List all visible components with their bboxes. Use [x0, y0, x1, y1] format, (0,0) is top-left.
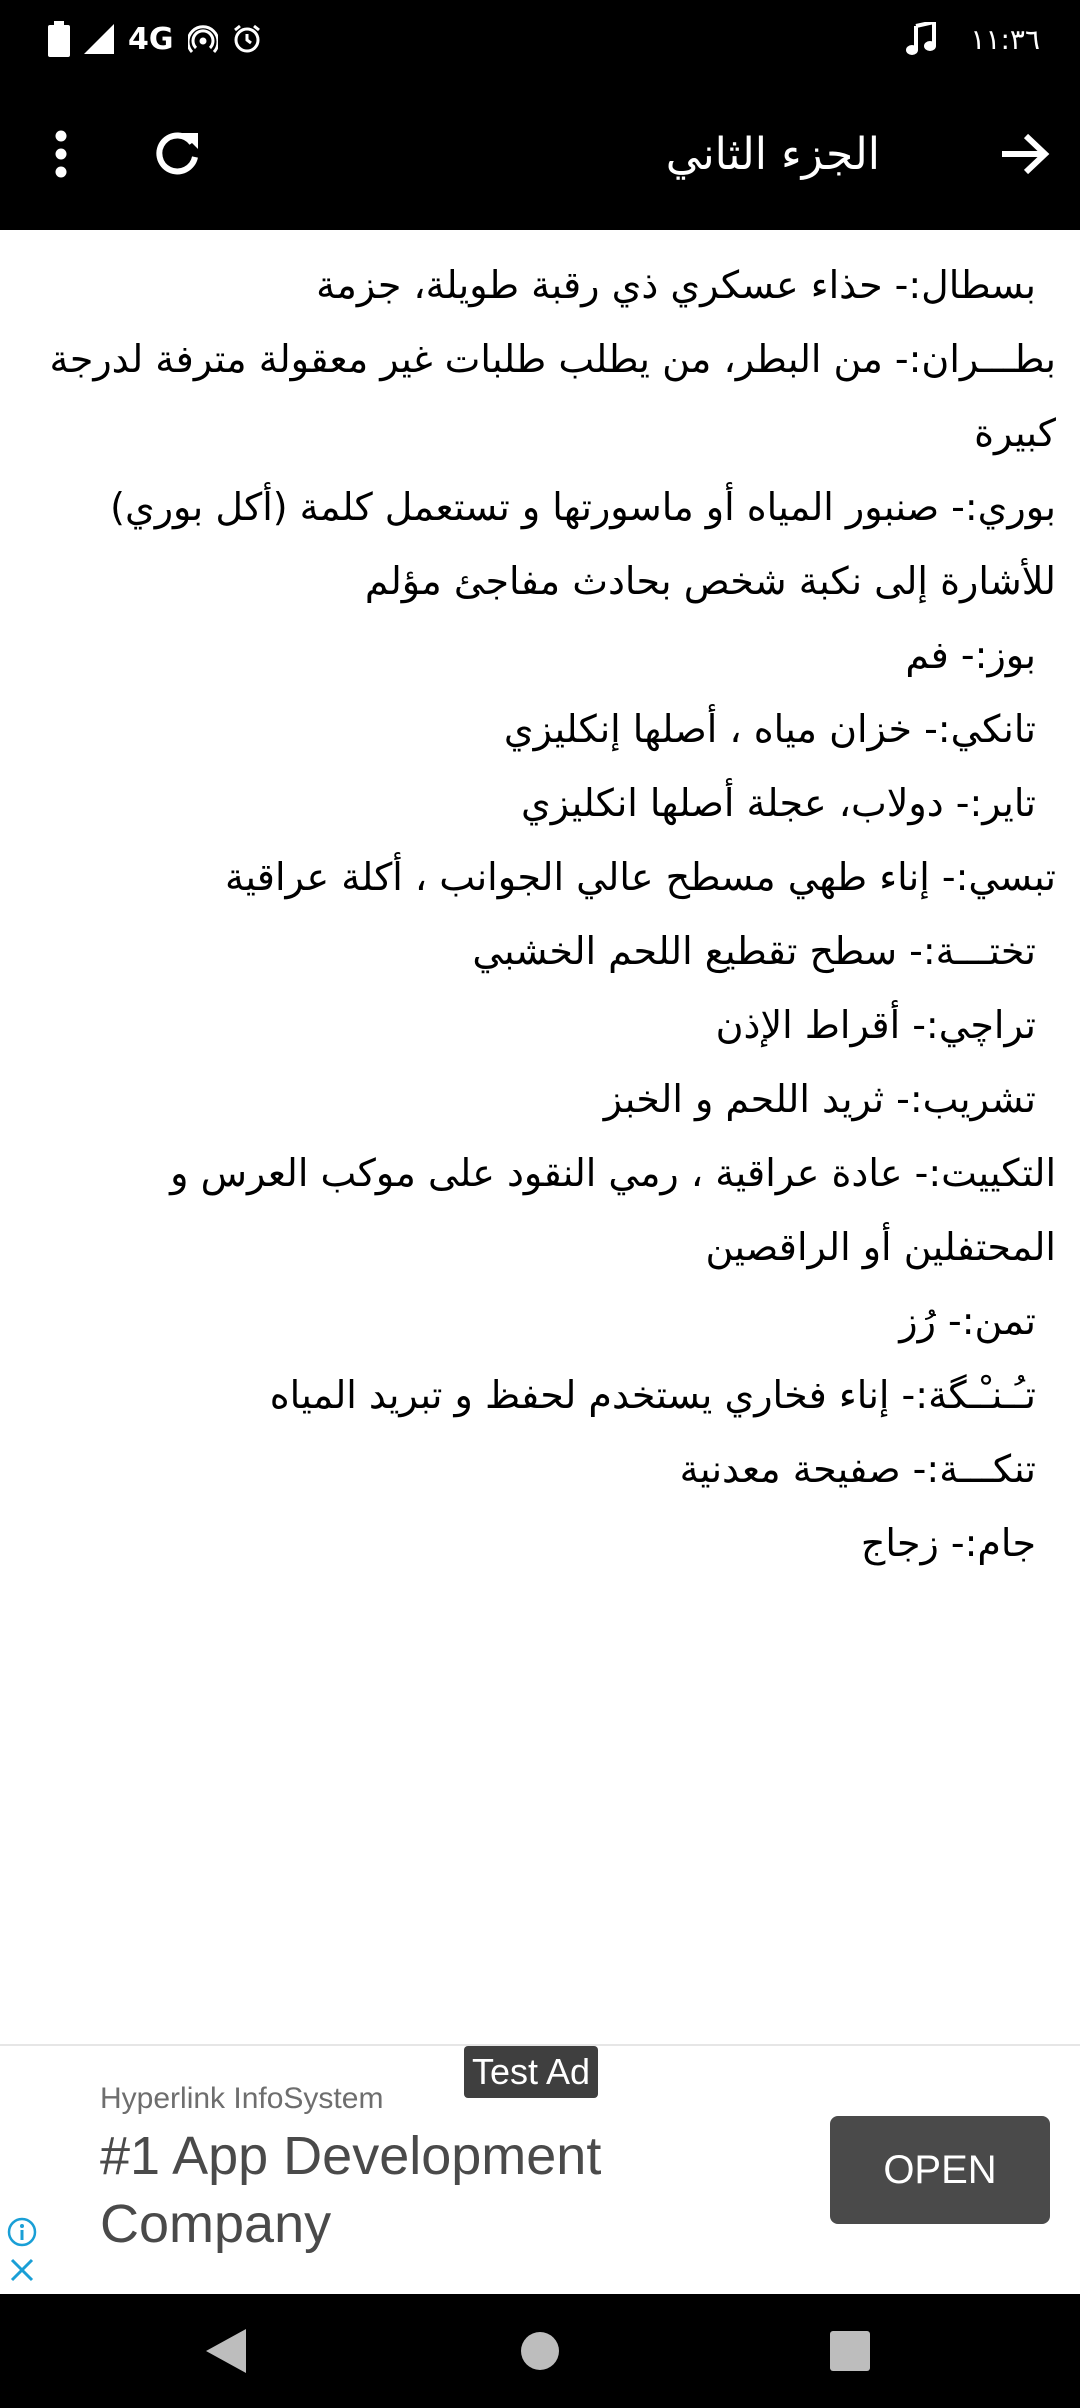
system-nav-bar — [0, 2294, 1080, 2408]
glossary-entry: تمن:- رُز — [899, 1299, 1036, 1343]
test-ad-label: Test Ad — [464, 2046, 598, 2098]
glossary-content — [40, 248, 1056, 1580]
more-options-button[interactable] — [6, 78, 116, 230]
battery-icon — [48, 21, 70, 57]
status-right — [906, 0, 1040, 78]
glossary-entry: بسطال:- حذاء عسكري ذي رقبة طويلة، جزمة — [316, 263, 1036, 307]
glossary-entry: بوري:- صنبور المياه أو ماسورتها و تستعمل كلمة (أكل بوري) للأشارة إلى نكبة شخص بحادث مفاجئ مؤلم — [110, 485, 1056, 603]
back-button[interactable] — [970, 78, 1080, 230]
glossary-entry: تاير:- دولاب، عجلة أصلها انكليزي — [520, 781, 1036, 825]
hotspot-icon — [188, 24, 218, 54]
ad-banner[interactable] — [0, 2044, 1080, 2294]
more-vert-icon — [53, 130, 69, 178]
ad-open-button[interactable]: OPEN — [830, 2116, 1050, 2224]
glossary-entry: تـُـنـْـگة:- إناء فخاري يستخدم لحفظ و تبريد المياه — [269, 1373, 1036, 1417]
ad-advertiser: Hyperlink InfoSystem — [100, 2082, 384, 2115]
glossary-entry: تانكي:- خزان مياه ، أصلها إنكليزي — [503, 707, 1036, 751]
ad-headline[interactable]: #1 App Development Company — [100, 2126, 602, 2254]
signal-icon — [84, 24, 114, 54]
page-title: الجزء الثاني — [665, 128, 880, 180]
glossary-entry: بطـــران:- من البطر، من يطلب طلبات غير معقولة مترفة لدرجة كبيرة — [49, 337, 1056, 455]
refresh-button[interactable] — [122, 78, 232, 230]
glossary-entry: تنكـــة:- صفيحة معدنية — [679, 1447, 1036, 1491]
glossary-entry: جام:- زجاج — [860, 1521, 1036, 1565]
nav-back-button[interactable] — [176, 2294, 276, 2408]
square-recents-icon — [829, 2330, 871, 2372]
status-bar — [0, 0, 1080, 78]
refresh-icon — [152, 129, 202, 179]
glossary-entry: التكييت:- عادة عراقية ، رمي النقود على موكب العرس و المحتفلين أو الراقصين — [170, 1151, 1056, 1269]
music-note-icon — [906, 22, 936, 56]
alarm-icon — [232, 24, 262, 54]
network-type: 4G — [128, 21, 174, 57]
glossary-entry: تشريب:- ثريد اللحم و الخبز — [603, 1077, 1036, 1121]
nav-recents-button[interactable] — [800, 2294, 900, 2408]
triangle-back-icon — [204, 2327, 248, 2375]
app-bar — [0, 78, 1080, 230]
nav-home-button[interactable] — [490, 2294, 590, 2408]
arrow-forward-icon — [1000, 132, 1050, 176]
glossary-entry: تختـــة:- سطح تقطيع اللحم الخشبي — [472, 929, 1036, 973]
glossary-entry: تبسي:- إناء طهي مسطح عالي الجوانب ، أكلة عراقية — [224, 855, 1056, 899]
info-icon[interactable] — [6, 2216, 38, 2248]
close-icon[interactable] — [6, 2254, 38, 2286]
glossary-entry: بوز:- فم — [905, 633, 1036, 677]
circle-home-icon — [520, 2331, 560, 2371]
status-left — [48, 0, 262, 78]
status-time: ١١:٣٦ — [970, 22, 1040, 56]
glossary-entry: تراچي:- أقراط الإذن — [715, 1003, 1036, 1047]
